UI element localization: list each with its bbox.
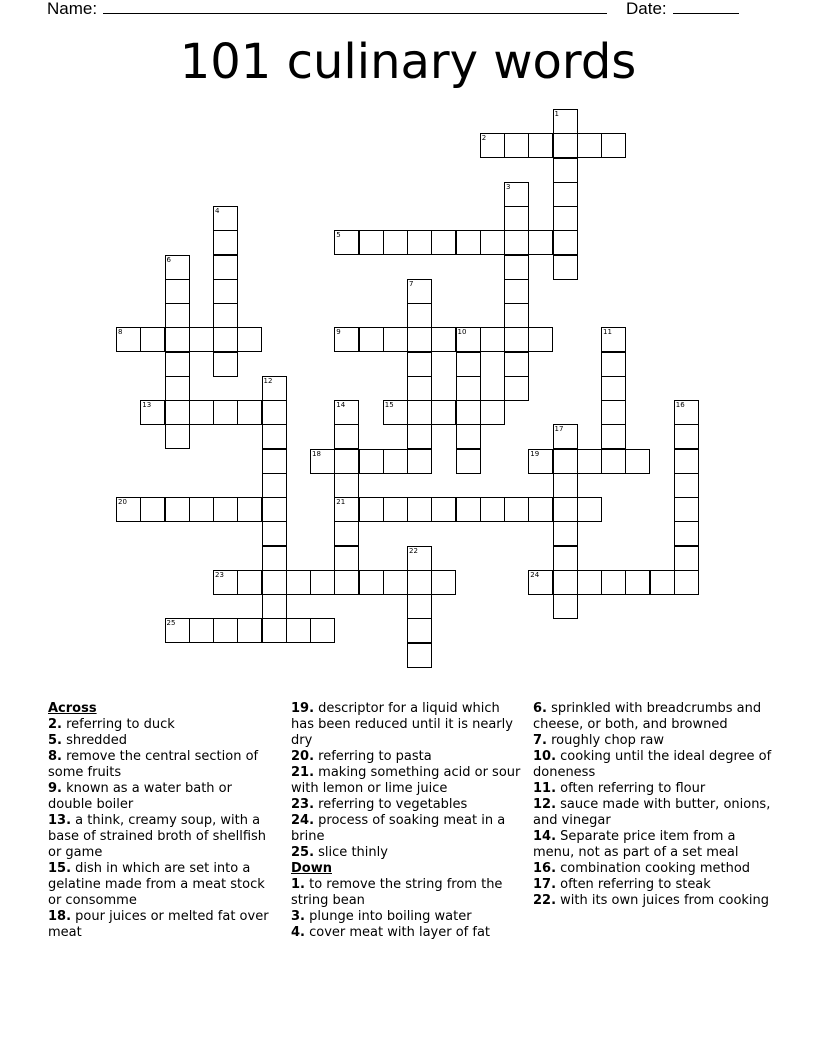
grid-cell[interactable] [213, 618, 238, 643]
grid-cell[interactable] [165, 376, 190, 401]
grid-cell[interactable] [577, 570, 602, 595]
grid-cell[interactable] [140, 497, 165, 522]
clue-item [48, 781, 280, 813]
grid-cell[interactable] [165, 424, 190, 449]
clue-item [533, 701, 773, 733]
clue-item-number: 20. [291, 749, 315, 764]
clue-item-text: a think, creamy soup, with a base of strained broth of shellfish or game [48, 813, 267, 860]
clue-number: 21 [336, 498, 346, 506]
clue-item-number: 18. [48, 909, 72, 924]
grid-cell[interactable] [407, 303, 432, 328]
grid-cell[interactable] [577, 497, 602, 522]
grid-cell[interactable] [456, 376, 481, 401]
grid-cell[interactable] [456, 497, 481, 522]
clue-item [48, 909, 280, 941]
clue-number: 24 [530, 570, 540, 579]
clue-item-text: dish in which are set into a gelatine made from a meat stock or consomme [48, 861, 265, 908]
grid-cell[interactable] [528, 327, 553, 352]
grid-cell[interactable] [359, 230, 384, 255]
grid-cell[interactable] [407, 570, 432, 595]
grid-cell[interactable] [359, 327, 384, 352]
clue-item-text: cover meat with layer of fat [304, 925, 491, 940]
grid-cell[interactable] [334, 424, 359, 449]
grid-cell[interactable] [504, 133, 529, 158]
clue-item [291, 909, 526, 925]
clue-number: 13 [142, 401, 152, 409]
grid-cell[interactable] [407, 449, 432, 474]
grid-cell[interactable] [431, 570, 456, 595]
clue-item-number: 10. [533, 749, 557, 764]
clue-number: 8 [118, 328, 123, 337]
clue-item [533, 861, 773, 877]
grid-cell[interactable] [407, 643, 432, 668]
grid-cell[interactable] [407, 497, 432, 522]
grid-cell[interactable] [407, 376, 432, 401]
grid-cell[interactable] [334, 570, 359, 595]
clue-item-text: to remove the string from the string bean [291, 877, 503, 908]
grid-cell[interactable] [601, 449, 626, 474]
clue-number: 12 [263, 376, 273, 385]
clue-number: 14 [336, 401, 346, 409]
grid-cell[interactable] [189, 497, 214, 522]
grid-cell[interactable] [553, 594, 578, 619]
clue-number: 7 [409, 279, 414, 288]
grid-cell[interactable] [189, 400, 214, 425]
grid-cell[interactable] [601, 376, 626, 401]
grid-cell[interactable] [674, 570, 699, 595]
clue-item [291, 877, 526, 909]
grid-cell[interactable] [213, 255, 238, 280]
grid-cell[interactable] [480, 497, 505, 522]
grid-cell[interactable] [407, 327, 432, 352]
grid-cell[interactable] [553, 521, 578, 546]
grid-cell[interactable] [213, 327, 238, 352]
grid-cell[interactable] [407, 352, 432, 377]
grid-cell[interactable] [262, 570, 287, 595]
clue-item-text: referring to duck [61, 717, 175, 732]
grid-cell[interactable] [431, 497, 456, 522]
clue-item-number: 2. [48, 717, 62, 732]
grid-cell[interactable] [456, 449, 481, 474]
grid-cell[interactable] [674, 521, 699, 546]
clues-heading: Across [48, 701, 97, 716]
grid-cell[interactable] [165, 327, 190, 352]
clue-number: 15 [384, 401, 394, 409]
grid-cell[interactable] [504, 230, 529, 255]
grid-cell[interactable] [504, 303, 529, 328]
clue-item-number: 7. [533, 733, 547, 748]
grid-cell[interactable] [334, 473, 359, 498]
clue-item [291, 813, 526, 845]
grid-cell[interactable] [504, 376, 529, 401]
grid-cell[interactable] [407, 400, 432, 425]
grid-cell[interactable] [407, 230, 432, 255]
grid-cell[interactable] [286, 618, 311, 643]
grid-cell[interactable] [262, 594, 287, 619]
grid-cell[interactable] [383, 570, 408, 595]
clue-item [48, 733, 280, 749]
clue-item-number: 3. [291, 909, 305, 924]
clue-number: 1 [554, 110, 559, 118]
clue-number: 17 [554, 425, 564, 434]
grid-cell[interactable] [553, 546, 578, 571]
grid-cell[interactable] [262, 400, 287, 425]
clue-item-text: combination cooking method [556, 861, 751, 876]
grid-cell[interactable] [480, 327, 505, 352]
grid-cell[interactable] [237, 400, 262, 425]
clue-item-number: 17. [533, 877, 557, 892]
grid-cell[interactable] [359, 497, 384, 522]
grid-cell[interactable] [383, 327, 408, 352]
grid-cell[interactable] [383, 497, 408, 522]
grid-cell[interactable] [577, 449, 602, 474]
grid-cell[interactable] [504, 352, 529, 377]
grid-cell[interactable] [262, 424, 287, 449]
page-title: 101 culinary words [179, 34, 637, 90]
grid-cell[interactable] [189, 618, 214, 643]
grid-cell[interactable] [504, 206, 529, 231]
clue-item-text: cooking until the ideal degree of doneness [533, 749, 772, 780]
clue-number: 3 [506, 182, 511, 191]
grid-cell[interactable] [262, 497, 287, 522]
grid-cell[interactable] [601, 570, 626, 595]
clue-item-text: roughly chop raw [546, 733, 664, 748]
grid-cell[interactable] [213, 230, 238, 255]
clues-column-3 [533, 701, 773, 909]
clue-number: 2 [481, 134, 487, 143]
grid-cell[interactable] [650, 570, 675, 595]
grid-cell[interactable] [601, 424, 626, 449]
grid-cell[interactable] [407, 424, 432, 449]
grid-cell[interactable] [310, 570, 335, 595]
clue-item-text: slice thinly [314, 845, 388, 860]
clue-item-number: 14. [533, 829, 557, 844]
grid-cell[interactable] [165, 352, 190, 377]
grid-cell[interactable] [213, 352, 238, 377]
grid-cell[interactable] [237, 570, 262, 595]
grid-cell[interactable] [553, 255, 578, 280]
grid-cell[interactable] [237, 497, 262, 522]
clue-item-number: 25. [291, 845, 315, 860]
clue-item-number: 11. [533, 781, 557, 796]
clue-number: 25 [166, 619, 176, 628]
clue-item-text: referring to pasta [314, 749, 432, 764]
grid-cell[interactable] [334, 449, 359, 474]
grid-cell[interactable] [334, 546, 359, 571]
clue-item [48, 813, 280, 861]
grid-cell[interactable] [601, 400, 626, 425]
grid-cell[interactable] [383, 449, 408, 474]
clue-item-number: 9. [48, 781, 62, 796]
grid-cell[interactable] [407, 618, 432, 643]
clue-item-number: 23. [291, 797, 315, 812]
grid-cell[interactable] [213, 400, 238, 425]
grid-cell[interactable] [237, 618, 262, 643]
grid-cell[interactable] [528, 230, 553, 255]
clue-item [533, 797, 773, 829]
grid-cell[interactable] [262, 521, 287, 546]
date-label: Date: [626, 0, 667, 18]
clue-item-text: with its own juices from cooking [556, 893, 770, 908]
grid-cell[interactable] [456, 400, 481, 425]
grid-cell[interactable] [262, 546, 287, 571]
grid-cell[interactable] [601, 352, 626, 377]
clue-item-text: referring to vegetables [314, 797, 468, 812]
clue-item-text: sauce made with butter, onions, and vinegar [533, 797, 771, 828]
name-label: Name: [47, 0, 98, 18]
clue-item-text: descriptor for a liquid which has been reduced until it is nearly dry [291, 701, 513, 748]
clue-item-number: 16. [533, 861, 557, 876]
clue-item [533, 781, 773, 797]
clue-number: 18 [312, 449, 321, 458]
grid-cell[interactable] [553, 206, 578, 231]
grid-cell[interactable] [189, 327, 214, 352]
grid-cell[interactable] [165, 400, 190, 425]
grid-cell[interactable] [213, 279, 238, 304]
grid-cell[interactable] [504, 497, 529, 522]
grid-cell[interactable] [625, 570, 650, 595]
grid-cell[interactable] [553, 158, 578, 183]
grid-cell[interactable] [504, 255, 529, 280]
clue-number: 22 [409, 546, 418, 555]
clue-item [533, 877, 773, 893]
clue-number: 10 [457, 328, 467, 337]
clue-number: 9 [336, 328, 341, 337]
grid-cell[interactable] [383, 230, 408, 255]
grid-cell[interactable] [262, 473, 287, 498]
grid-cell[interactable] [601, 133, 626, 158]
grid-cell[interactable] [553, 570, 578, 595]
clue-item [291, 797, 526, 813]
clue-item-text: sprinkled with breadcrumbs and cheese, or both, and browned [533, 701, 762, 732]
grid-cell[interactable] [553, 449, 578, 474]
grid-cell[interactable] [456, 352, 481, 377]
clue-item-number: 12. [533, 797, 557, 812]
clues-column-2 [291, 701, 526, 941]
clue-item [48, 749, 280, 781]
clue-number: 5 [336, 231, 341, 240]
clue-item-text: plunge into boiling water [304, 909, 472, 924]
clue-item-text: making something acid or sour with lemon or lime juice [291, 765, 521, 796]
clue-item-text: process of soaking meat in a brine [291, 813, 506, 844]
grid-cell[interactable] [334, 521, 359, 546]
grid-cell[interactable] [140, 327, 165, 352]
clue-item [533, 749, 773, 781]
grid-cell[interactable] [431, 230, 456, 255]
clues-heading: Down [291, 861, 332, 876]
clue-number: 20 [118, 498, 127, 506]
clue-item [291, 925, 526, 941]
grid-cell[interactable] [528, 497, 553, 522]
grid-cell[interactable] [553, 230, 578, 255]
clue-item-number: 5. [48, 733, 62, 748]
grid-cell[interactable] [213, 497, 238, 522]
clue-item [291, 765, 526, 797]
clue-item [291, 749, 526, 765]
clue-item-number: 6. [533, 701, 547, 716]
grid-cell[interactable] [674, 473, 699, 498]
clue-number: 16 [675, 401, 685, 409]
clue-item-number: 4. [291, 925, 305, 940]
clue-item-text: known as a water bath or double boiler [48, 781, 232, 812]
clue-item-number: 24. [291, 813, 315, 828]
grid-cell[interactable] [456, 424, 481, 449]
grid-cell[interactable] [262, 449, 287, 474]
grid-cell[interactable] [165, 279, 190, 304]
grid-cell[interactable] [407, 594, 432, 619]
clue-item [533, 733, 773, 749]
grid-cell[interactable] [625, 449, 650, 474]
grid-cell[interactable] [213, 303, 238, 328]
clue-item-number: 22. [533, 893, 557, 908]
clues-column-1 [48, 701, 280, 941]
clue-item-number: 1. [291, 877, 305, 892]
clue-item-text: often referring to steak [556, 877, 711, 892]
clue-item-text: shredded [61, 733, 127, 748]
clue-number: 23 [215, 570, 224, 579]
grid-cell[interactable] [553, 133, 578, 158]
clue-item-text: often referring to flour [556, 781, 706, 796]
clue-number: 4 [215, 207, 220, 215]
clue-item-text: Separate price item from a menu, not as part of a set meal [533, 829, 739, 860]
clue-item [291, 701, 526, 749]
clue-number: 11 [603, 328, 612, 337]
grid-cell[interactable] [553, 473, 578, 498]
grid-cell[interactable] [456, 230, 481, 255]
clue-item-text: remove the central section of some fruits [48, 749, 259, 780]
grid-cell[interactable] [431, 400, 456, 425]
grid-cell[interactable] [504, 279, 529, 304]
grid-cell[interactable] [528, 133, 553, 158]
clue-item [291, 845, 526, 861]
grid-cell[interactable] [359, 449, 384, 474]
grid-cell[interactable] [359, 570, 384, 595]
grid-cell[interactable] [262, 618, 287, 643]
grid-cell[interactable] [431, 327, 456, 352]
clue-item-number: 21. [291, 765, 315, 780]
clue-item [48, 861, 280, 909]
clue-item-number: 19. [291, 701, 315, 716]
grid-cell[interactable] [165, 497, 190, 522]
grid-cell[interactable] [504, 327, 529, 352]
clue-item-number: 8. [48, 749, 62, 764]
clue-number: 6 [166, 255, 171, 264]
clue-item-number: 13. [48, 813, 72, 828]
clue-item-text: pour juices or melted fat over meat [48, 909, 269, 940]
grid-cell[interactable] [577, 133, 602, 158]
clue-item-number: 15. [48, 861, 72, 876]
grid-cell[interactable] [553, 182, 578, 207]
grid-cell[interactable] [674, 449, 699, 474]
grid-cell[interactable] [237, 327, 262, 352]
grid-cell[interactable] [286, 570, 311, 595]
clue-number: 19 [530, 449, 540, 458]
grid-cell[interactable] [674, 424, 699, 449]
clue-item [48, 717, 280, 733]
grid-cell[interactable] [480, 400, 505, 425]
grid-cell[interactable] [165, 303, 190, 328]
grid-cell[interactable] [674, 546, 699, 571]
grid-cell[interactable] [553, 497, 578, 522]
clue-item [533, 893, 773, 909]
grid-cell[interactable] [310, 618, 335, 643]
clue-item [533, 829, 773, 861]
grid-cell[interactable] [480, 230, 505, 255]
grid-cell[interactable] [674, 497, 699, 522]
